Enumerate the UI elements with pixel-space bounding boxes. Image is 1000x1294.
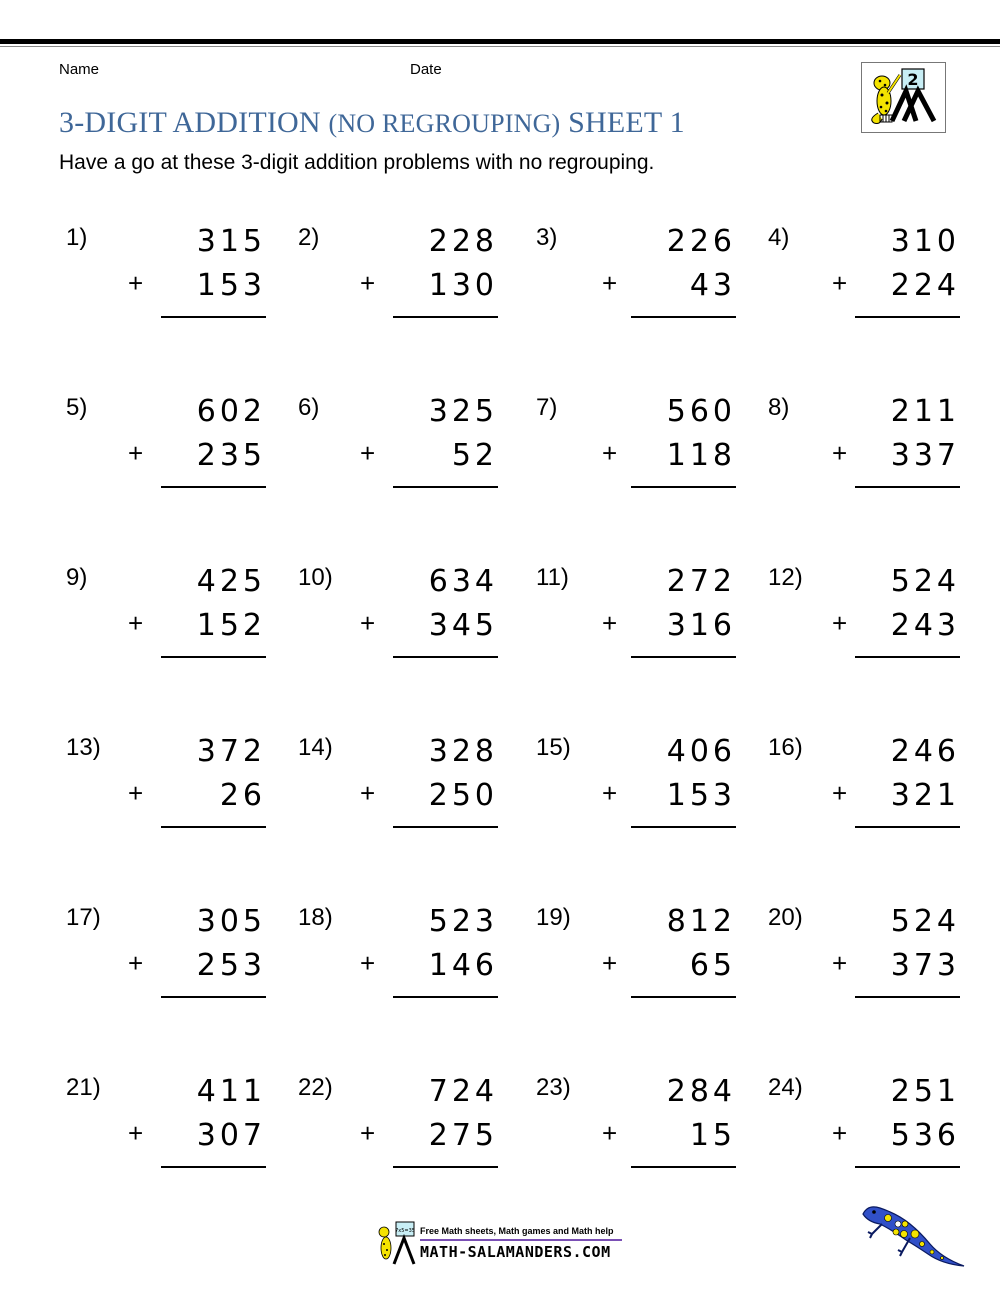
plus-sign: + <box>602 1118 618 1148</box>
addend-bottom: 153 <box>196 268 266 303</box>
addend-top: 372 <box>196 734 266 769</box>
problem-21 <box>66 1074 266 1184</box>
answer-line[interactable] <box>631 826 736 828</box>
title-sheet: SHEET 1 <box>568 106 685 139</box>
plus-sign: + <box>128 778 144 808</box>
problem-19 <box>536 904 736 1014</box>
problem-24 <box>768 1074 960 1184</box>
problem-number: 13) <box>66 734 101 761</box>
addend-bottom: 321 <box>890 778 960 813</box>
answer-line[interactable] <box>393 316 498 318</box>
addend-bottom: 65 <box>689 948 736 983</box>
footer-divider <box>420 1239 622 1241</box>
plus-sign: + <box>128 948 144 978</box>
problem-number: 6) <box>298 394 320 421</box>
plus-sign: + <box>832 1118 848 1148</box>
addend-bottom: 275 <box>428 1118 498 1153</box>
addend-top: 523 <box>428 904 498 939</box>
addend-bottom: 536 <box>890 1118 960 1153</box>
problem-12 <box>768 564 960 674</box>
problem-number: 19) <box>536 904 571 931</box>
answer-line[interactable] <box>161 996 266 998</box>
answer-line[interactable] <box>631 996 736 998</box>
header-rule-thin <box>0 46 1000 47</box>
problem-6 <box>298 394 498 504</box>
answer-line[interactable] <box>161 1166 266 1168</box>
addend-top: 812 <box>666 904 736 939</box>
problem-23 <box>536 1074 736 1184</box>
svg-text:7x5=35: 7x5=35 <box>395 1228 415 1234</box>
answer-line[interactable] <box>393 826 498 828</box>
addend-bottom: 345 <box>428 608 498 643</box>
footer-site-link[interactable]: MATH-SALAMANDERS.COM <box>420 1243 611 1261</box>
plus-sign: + <box>832 948 848 978</box>
problem-17 <box>66 904 266 1014</box>
addend-top: 602 <box>196 394 266 429</box>
plus-sign: + <box>832 268 848 298</box>
plus-sign: + <box>128 608 144 638</box>
problem-18 <box>298 904 498 1014</box>
problem-8 <box>768 394 960 504</box>
answer-line[interactable] <box>855 826 960 828</box>
addend-top: 524 <box>890 904 960 939</box>
plus-sign: + <box>360 948 376 978</box>
problem-number: 21) <box>66 1074 101 1101</box>
problem-9 <box>66 564 266 674</box>
problem-number: 16) <box>768 734 803 761</box>
answer-line[interactable] <box>855 1166 960 1168</box>
plus-sign: + <box>360 608 376 638</box>
problem-22 <box>298 1074 498 1184</box>
addend-bottom: 316 <box>666 608 736 643</box>
answer-line[interactable] <box>161 656 266 658</box>
addend-top: 524 <box>890 564 960 599</box>
problem-11 <box>536 564 736 674</box>
answer-line[interactable] <box>393 1166 498 1168</box>
addend-bottom: 52 <box>451 438 498 473</box>
problem-20 <box>768 904 960 1014</box>
addend-top: 425 <box>196 564 266 599</box>
addend-bottom: 337 <box>890 438 960 473</box>
problem-13 <box>66 734 266 844</box>
problem-number: 24) <box>768 1074 803 1101</box>
problem-number: 22) <box>298 1074 333 1101</box>
answer-line[interactable] <box>631 656 736 658</box>
addend-bottom: 146 <box>428 948 498 983</box>
answer-line[interactable] <box>855 486 960 488</box>
plus-sign: + <box>602 438 618 468</box>
problem-5 <box>66 394 266 504</box>
addend-top: 411 <box>196 1074 266 1109</box>
answer-line[interactable] <box>855 996 960 998</box>
answer-line[interactable] <box>161 826 266 828</box>
addend-bottom: 153 <box>666 778 736 813</box>
problem-number: 2) <box>298 224 320 251</box>
addend-top: 328 <box>428 734 498 769</box>
plus-sign: + <box>360 1118 376 1148</box>
problem-3 <box>536 224 736 334</box>
addend-top: 211 <box>890 394 960 429</box>
addend-top: 315 <box>196 224 266 259</box>
problem-16 <box>768 734 960 844</box>
answer-line[interactable] <box>161 486 266 488</box>
addend-bottom: 235 <box>196 438 266 473</box>
addend-bottom: 152 <box>196 608 266 643</box>
plus-sign: + <box>128 438 144 468</box>
problem-14 <box>298 734 498 844</box>
addend-bottom: 307 <box>196 1118 266 1153</box>
addend-top: 560 <box>666 394 736 429</box>
salamander-easel-icon <box>862 63 945 132</box>
salamander-mascot <box>858 1200 968 1272</box>
plus-sign: + <box>602 608 618 638</box>
plus-sign: + <box>360 438 376 468</box>
plus-sign: + <box>602 778 618 808</box>
answer-line[interactable] <box>631 316 736 318</box>
answer-line[interactable] <box>855 316 960 318</box>
problem-number: 14) <box>298 734 333 761</box>
addend-top: 325 <box>428 394 498 429</box>
footer-tagline: Free Math sheets, Math games and Math help <box>420 1226 614 1236</box>
addend-top: 305 <box>196 904 266 939</box>
addend-top: 724 <box>428 1074 498 1109</box>
answer-line[interactable] <box>855 656 960 658</box>
problem-number: 18) <box>298 904 333 931</box>
problem-number: 17) <box>66 904 101 931</box>
plus-sign: + <box>602 948 618 978</box>
addend-top: 228 <box>428 224 498 259</box>
problem-number: 1) <box>66 224 88 251</box>
problem-number: 11) <box>536 564 569 591</box>
addend-bottom: 26 <box>219 778 266 813</box>
addend-top: 246 <box>890 734 960 769</box>
addend-top: 226 <box>666 224 736 259</box>
problem-number: 3) <box>536 224 558 251</box>
addend-top: 284 <box>666 1074 736 1109</box>
problem-number: 20) <box>768 904 803 931</box>
addend-top: 251 <box>890 1074 960 1109</box>
salamander-icon <box>858 1200 968 1272</box>
problem-number: 5) <box>66 394 88 421</box>
title-paren: (NO REGROUPING) <box>328 109 561 138</box>
addend-bottom: 373 <box>890 948 960 983</box>
addend-bottom: 250 <box>428 778 498 813</box>
problem-4 <box>768 224 960 334</box>
problem-2 <box>298 224 498 334</box>
header-rule-thick <box>0 39 1000 44</box>
plus-sign: + <box>128 268 144 298</box>
addend-bottom: 130 <box>428 268 498 303</box>
title-main: 3-DIGIT ADDITION <box>59 106 321 139</box>
addend-bottom: 224 <box>890 268 960 303</box>
addend-bottom: 118 <box>666 438 736 473</box>
problem-number: 8) <box>768 394 790 421</box>
problem-number: 15) <box>536 734 571 761</box>
grade-logo <box>861 62 946 133</box>
problem-10 <box>298 564 498 674</box>
problem-number: 9) <box>66 564 88 591</box>
problem-7 <box>536 394 736 504</box>
plus-sign: + <box>602 268 618 298</box>
problem-number: 12) <box>768 564 803 591</box>
addend-bottom: 15 <box>689 1118 736 1153</box>
addend-top: 272 <box>666 564 736 599</box>
plus-sign: + <box>832 608 848 638</box>
addend-top: 310 <box>890 224 960 259</box>
problem-15 <box>536 734 736 844</box>
plus-sign: + <box>360 268 376 298</box>
instructions: Have a go at these 3-digit addition problems with no regrouping. <box>59 151 655 174</box>
page-title <box>59 106 685 140</box>
problem-number: 4) <box>768 224 790 251</box>
date-label: Date <box>410 61 442 78</box>
answer-line[interactable] <box>161 316 266 318</box>
plus-sign: + <box>832 778 848 808</box>
answer-line[interactable] <box>631 1166 736 1168</box>
answer-line[interactable] <box>393 656 498 658</box>
plus-sign: + <box>128 1118 144 1148</box>
plus-sign: + <box>360 778 376 808</box>
addend-top: 406 <box>666 734 736 769</box>
answer-line[interactable] <box>631 486 736 488</box>
addend-bottom: 253 <box>196 948 266 983</box>
plus-sign: + <box>832 438 848 468</box>
problem-number: 7) <box>536 394 558 421</box>
svg-text:2: 2 <box>907 70 919 89</box>
addend-bottom: 243 <box>890 608 960 643</box>
problem-number: 10) <box>298 564 333 591</box>
footer-salamander-easel-icon <box>374 1218 420 1268</box>
answer-line[interactable] <box>393 996 498 998</box>
problem-1 <box>66 224 266 334</box>
addend-top: 634 <box>428 564 498 599</box>
problem-number: 23) <box>536 1074 571 1101</box>
addend-bottom: 43 <box>689 268 736 303</box>
name-label: Name <box>59 61 100 78</box>
answer-line[interactable] <box>393 486 498 488</box>
